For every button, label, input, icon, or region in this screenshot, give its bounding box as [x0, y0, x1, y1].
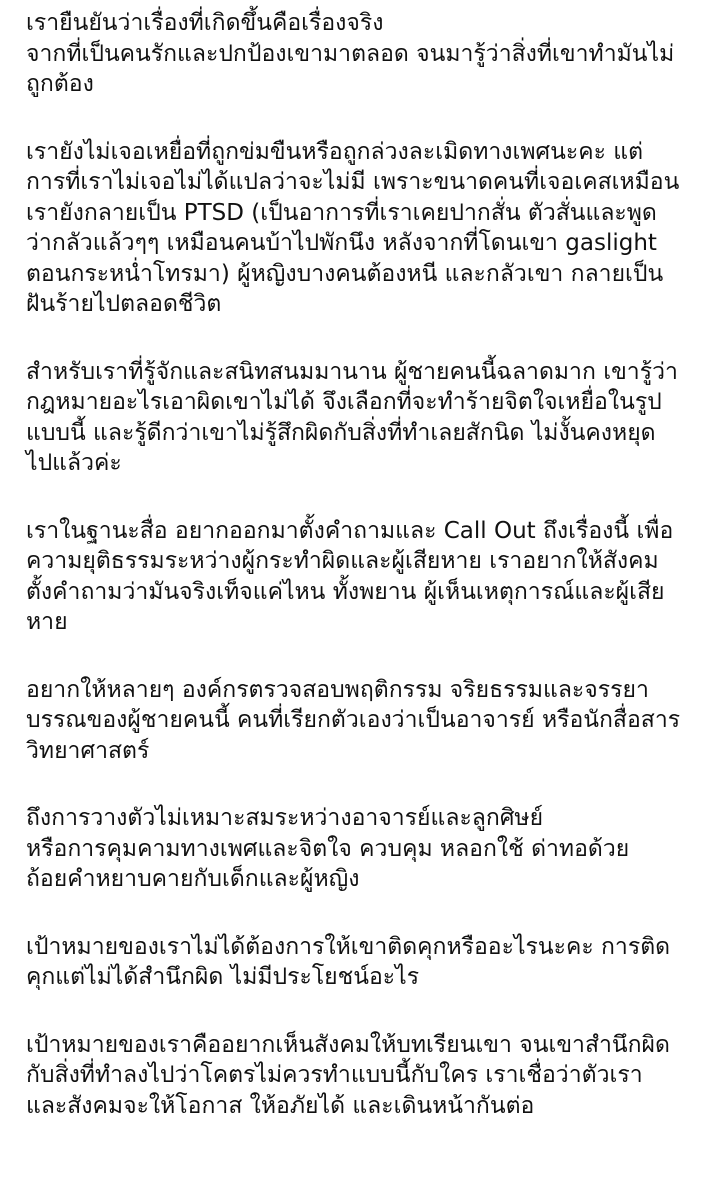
text-line: การที่เราไม่เจอไม่ได้แปลว่าจะไม่มี เพราะขนาดคนที่เจอเคสเหมือน: [26, 169, 680, 195]
text-line: วิทยาศาสตร์: [26, 737, 150, 764]
text-line: เป้าหมายของเราไม่ได้ต้องการให้เขาติดคุกหรืออะไรนะคะ การติด: [26, 933, 671, 960]
paragraph-8: [26, 1030, 703, 1122]
text-line: ถูกต้อง: [26, 71, 94, 97]
text-line: เรายังไม่เจอเหยื่อที่ถูกข่มขืนหรือถูกล่วงละเมิดทางเพศนะคะ แต่: [26, 138, 644, 165]
text-line: เรายืนยันว่าเรื่องที่เกิดขึ้นคือเรื่องจริง: [26, 10, 384, 36]
paragraph-4: [26, 516, 703, 638]
paragraph-5: [26, 675, 703, 767]
text-line: แบบนี้ และรู้ดีกว่าเขาไม่รู้สึกผิดกับสิ่งที่ทำเลยสักนิด ไม่งั้นคงหยุด: [26, 419, 656, 446]
text-line: คุกแต่ไม่ได้สำนึกผิด ไม่มีประโยชน์อะไร: [26, 964, 420, 990]
text-line: กฎหมายอะไรเอาผิดเขาไม่ได้ จึงเลือกที่จะทำร้ายจิตใจเหยื่อในรูป: [26, 389, 662, 415]
text-line: บรรณของผู้ชายคนนี้ คนที่เรียกตัวเองว่าเป็นอาจารย์ หรือนักสื่อสาร: [26, 707, 681, 733]
paragraph-2: [26, 137, 703, 320]
paragraph-7: [26, 932, 703, 993]
text-line: จากที่เป็นคนรักและปกป้องเขามาตลอด จนมารู้ว่าสิ่งที่เขาทำมันไม่: [26, 40, 675, 67]
text-line: เรายังกลายเป็น PTSD (เป็นอาการที่เราเคยปากสั่น ตัวสั่นและพูด: [26, 199, 657, 226]
paragraph-6: [26, 803, 703, 895]
text-line: เราในฐานะสื่อ อยากออกมาตั้งคำถามและ Call Out ถึงเรื่องนี้ เพื่อ: [26, 517, 674, 544]
paragraph-3: [26, 357, 703, 479]
text-line: กับสิ่งที่ทำลงไปว่าโคตรไม่ควรทำแบบนี้กับใคร เราเชื่อว่าตัวเรา: [26, 1062, 643, 1088]
text-line: อยากให้หลายๆ องค์กรตรวจสอบพฤติกรรม จริยธรรมและจรรยา: [26, 676, 649, 703]
text-line: เป้าหมายของเราคืออยากเห็นสังคมให้บทเรียนเขา จนเขาสำนึกผิด: [26, 1031, 670, 1058]
text-line: ความยุติธรรมระหว่างผู้กระทำผิดและผู้เสียหาย เราอยากให้สังคม: [26, 548, 659, 574]
paragraph-1: [26, 8, 703, 100]
text-line: ถ้อยคำหยาบคายกับเด็กและผู้หญิง: [26, 866, 360, 892]
text-line: หรือการคุมคามทางเพศและจิตใจ ควบคุม หลอกใช้ ด่าทอด้วย: [26, 835, 630, 862]
text-line: ไปแล้วค่ะ: [26, 450, 122, 476]
text-line: ตั้งคำถามว่ามันจริงเท็จแค่ไหน ทั้งพยาน ผู้เห็นเหตุการณ์และผู้เสีย: [26, 578, 665, 605]
text-line: ตอนกระหน่ำโทรมา) ผู้หญิงบางคนต้องหนี และกลัวเขา กลายเป็น: [26, 260, 664, 287]
text-line: สำหรับเราที่รู้จักและสนิทสนมมานาน ผู้ชายคนนี้ฉลาดมาก เขารู้ว่า: [26, 358, 678, 385]
text-line: ฝันร้ายไปตลอดชีวิต: [26, 291, 222, 317]
text-line: และสังคมจะให้โอกาส ให้อภัยได้ และเดินหน้ากันต่อ: [26, 1092, 535, 1119]
text-line: ถึงการวางตัวไม่เหมาะสมระหว่างอาจารย์และลูกศิษย์: [26, 805, 544, 831]
text-line: ว่ากลัวแล้วๆๆ เหมือนคนบ้าไปพักนึง หลังจากที่โดนเขา gaslight: [26, 230, 657, 256]
text-line: หาย: [26, 609, 68, 635]
